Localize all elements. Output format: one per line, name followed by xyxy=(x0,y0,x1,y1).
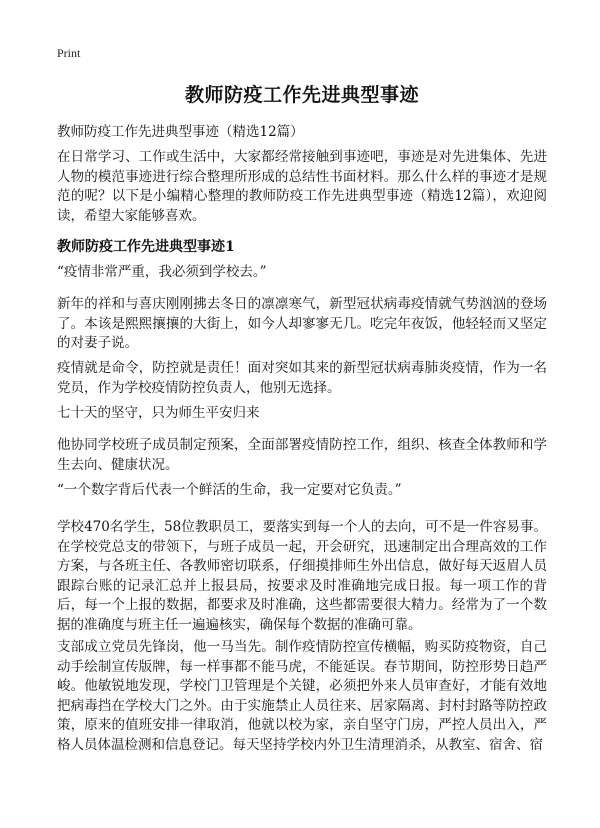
paragraph-7: 学校470名学生，58位教职员工，要落实到每一个人的去向，可不是一件容易事。在学校党总支的带领下，与班子成员一起，开会研究，迅速制定出合理高效的工作方案，与各班主任、各教师密切联系，仔细摸排师生外出信息，做好每天返眉人员跟踪台账的记录汇总并上报县局，按要求及时准确地完成日报。每一项工作的背后，每一个上报的数据，都要求及时准确，这些都需要很大精力。经常为了一个数据的准确度与班主任一遍遍核实，确保每个数据的准确可靠。 xyxy=(57,519,547,633)
paragraph-8: 支部成立党员先锋岗，他一马当先。制作疫情防控宣传横幅，购买防疫物资，自己动手绘制宣传版牌，每一样事都不能马虎，不能延误。春节期间，防控形势日趋严峻。他敏锐地发现，学校门卫管理是个关键，必须把外来人员审查好，才能有效地把病毒挡在学校大门之外。由于实施禁止人员往来、居家隔离、封村封路等防控政策，原来的值班安排一律取消，他就以校为家，亲自坚守门房，严控人员出入，严格人员体温检测和信息登记。每天坚持学校内外卫生清理消杀，从教室、宿舍、宿 xyxy=(57,639,547,753)
page-title: 教师防疫工作先进典型事迹 xyxy=(184,84,419,106)
paragraph-1: “疫情非常严重，我必须到学校去。” xyxy=(57,264,267,280)
article-subtitle: 教师防疫工作先进典型事迹（精选12篇） xyxy=(57,124,304,140)
paragraph-5: 他协同学校班子成员制定预案，全面部署疫情防控工作，组织、核查全体教师和学生去向、健康状况。 xyxy=(57,437,547,473)
paragraph-3: 疫情就是命令，防控就是责任！面对突如其来的新型冠状病毒肺炎疫情，作为一名党员，作为学校疫情防控负责人，他别无选择。 xyxy=(57,360,547,396)
paragraph-4: 七十天的坚守，只为师生平安归来 xyxy=(57,405,260,421)
paragraph-2: 新年的祥和与喜庆刚刚拂去冬日的凛凛寒气，新型冠状病毒疫情就气势汹汹的登场了。本该是熙熙攘攘的大街上，如今人却寥寥无几。吃完年夜饭，他轻轻而又坚定的对妻子说。 xyxy=(57,296,547,351)
paragraph-6: “一个数字背后代表一个鲜活的生命，我一定要对它负责。” xyxy=(57,482,402,498)
section-heading: 教师防疫工作先进典型事迹1 xyxy=(57,239,235,255)
print-link[interactable]: Print xyxy=(57,46,81,60)
intro-paragraph: 在日常学习、工作或生活中，大家都经常接触到事迹吧，事迹是对先进集体、先进人物的模范事迹进行综合整理所形成的总结性书面材料。那么什么样的事迹才是规范的呢？以下是小编精心整理的教师防疫工作先进典型事迹（精选12篇），欢迎阅读，希望大家能够喜欢。 xyxy=(57,149,547,224)
